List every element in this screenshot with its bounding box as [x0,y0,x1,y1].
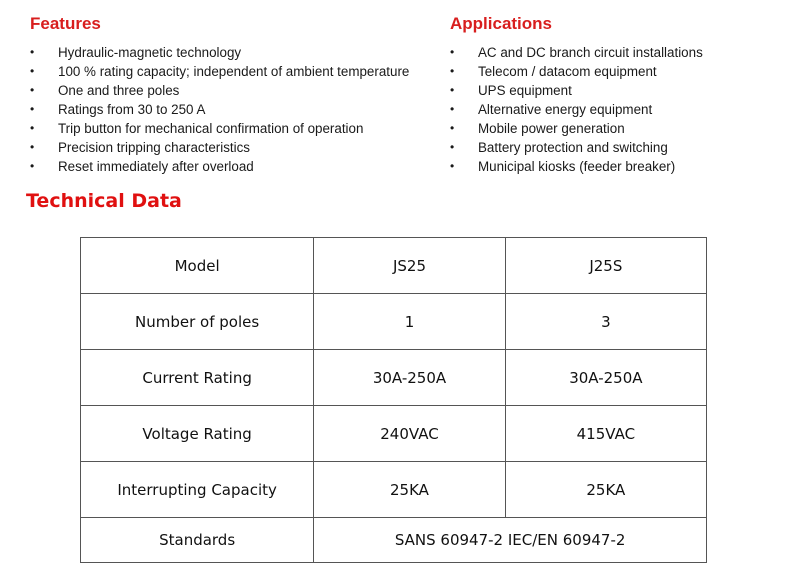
application-item: • Mobile power generation [450,119,790,138]
feature-item: • Hydraulic-magnetic technology [30,43,450,62]
row-label: Voltage Rating [81,406,314,462]
table-row [81,462,707,518]
features-list [30,43,450,176]
table-row [81,238,707,294]
application-item: • Telecom / datacom equipment [450,62,790,81]
cell-value: J25S [505,238,706,294]
feature-item: • Precision tripping characteristics [30,138,450,157]
cell-value: 1 [314,294,505,350]
row-label: Interrupting Capacity [81,462,314,518]
feature-item: • Reset immediately after overload [30,157,450,176]
cell-value: 240VAC [314,406,505,462]
application-item: • AC and DC branch circuit installations [450,43,790,62]
application-item: • Battery protection and switching [450,138,790,157]
feature-item: • 100 % rating capacity; independent of ambient temperature [30,62,450,81]
features-heading: Features [30,14,101,33]
features-section [30,14,450,176]
feature-item: • Trip button for mechanical confirmation of operation [30,119,450,138]
table-row [81,294,707,350]
table-row [81,518,707,563]
application-item: • Alternative energy equipment [450,100,790,119]
table-row [81,406,707,462]
applications-list [450,43,790,176]
row-label: Number of poles [81,294,314,350]
cell-value: 415VAC [505,406,706,462]
standards-value: SANS 60947-2 IEC/EN 60947-2 [314,518,707,563]
feature-item: • Ratings from 30 to 250 A [30,100,450,119]
feature-item: • One and three poles [30,81,450,100]
row-label: Standards [81,518,314,563]
technical-data-table [80,237,707,563]
technical-data-heading: Technical Data [26,190,182,212]
application-item: • Municipal kiosks (feeder breaker) [450,157,790,176]
cell-value: 30A-250A [314,350,505,406]
row-label: Current Rating [81,350,314,406]
table-row [81,350,707,406]
cell-value: 25KA [314,462,505,518]
cell-value: 3 [505,294,706,350]
cell-value: 25KA [505,462,706,518]
cell-value: JS25 [314,238,505,294]
applications-section [450,14,790,176]
applications-heading: Applications [450,14,553,33]
cell-value: 30A-250A [505,350,706,406]
row-label: Model [81,238,314,294]
application-item: • UPS equipment [450,81,790,100]
